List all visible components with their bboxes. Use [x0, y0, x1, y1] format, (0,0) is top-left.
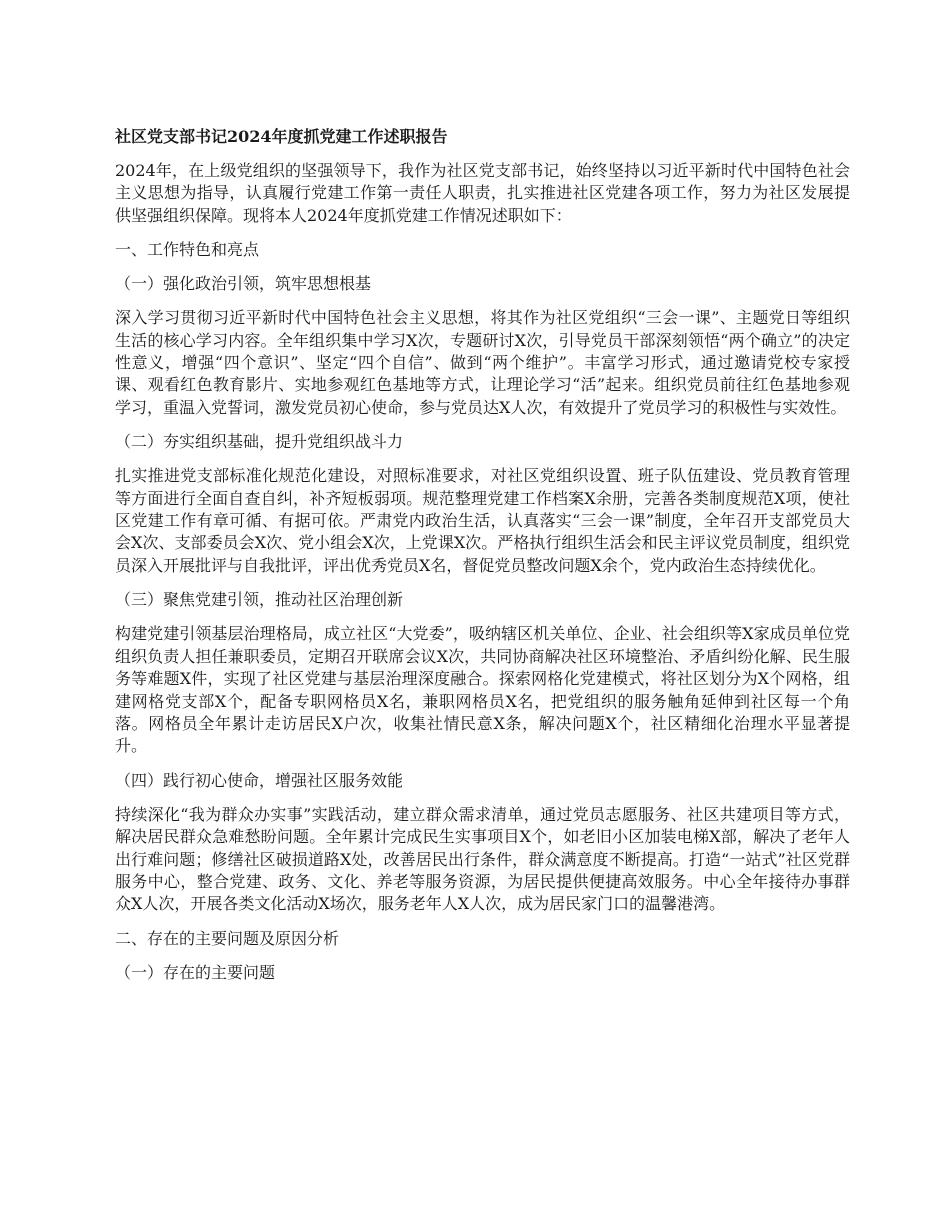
section-1-sub-3-heading: （三）聚焦党建引领，推动社区治理创新 — [115, 590, 404, 610]
section-1-sub-2-heading: （二）夯实组织基础，提升党组织战斗力 — [115, 432, 404, 452]
section-1-sub-1-heading: （一）强化政治引领，筑牢思想根基 — [115, 274, 372, 294]
section-2-heading: 二、存在的主要问题及原因分析 — [115, 928, 340, 948]
section-1-sub-1-body: 深入学习贯彻习近平新时代中国特色社会主义思想，将其作为社区党组织“三会一课”、主题党日等组织生活的核心学习内容。全年组织集中学习X次，专题研讨X次，引导党员干部深刻领悟“两个确立”的决定性意义，增强“四个意识”、坚定“四个自信”、做到“两个维护”。丰富学习形式，通过邀请党校专家授课、观看红色教育影片、实地参观红色基地等方式，让理论学习“活”起来。组织党员前往红色基地参观学习，重温入党誓词，激发党员初心使命，参与党员达X人次，有效提升了党员学习的积极性与实效性。 — [115, 308, 850, 417]
section-1-heading: 一、工作特色和亮点 — [115, 240, 260, 260]
section-1-sub-4-body: 持续深化“我为群众办实事”实践活动，建立群众需求清单，通过党员志愿服务、社区共建项目等方式，解决居民群众急难愁盼问题。全年累计完成民生实事项目X个，如老旧小区加装电梯X部，解决了老年人出行难问题；修缮社区破损道路X处，改善居民出行条件，群众满意度不断提高。打造“一站式”社区党群服务中心，整合党建、政务、文化、养老等服务资源，为居民提供便捷高效服务。中心全年接待办事群众X人次，开展各类文化活动X场次，服务老年人X人次，成为居民家门口的温馨港湾。 — [115, 804, 850, 914]
intro-paragraph: 2024年，在上级党组织的坚强领导下，我作为社区党支部书记，始终坚持以习近平新时代中国特色社会主义思想为指导，认真履行党建工作第一责任人职责，扎实推进社区党建各项工作，努力为社区发展提供坚强组织保障。现将本人2024年度抓党建工作情况述职如下： — [115, 161, 850, 225]
section-1-sub-2-body: 扎实推进党支部标准化规范化建设，对照标准要求，对社区党组织设置、班子队伍建设、党员教育管理等方面进行全面自查自纠，补齐短板弱项。规范整理党建工作档案X余册，完善各类制度规范X项，使社区党建工作有章可循、有据可依。严肃党内政治生活，认真落实“三会一课”制度，全年召开支部党员大会X次、支部委员会X次、党小组会X次，上党课X次。严格执行组织生活会和民主评议党员制度，组织党员深入开展批评与自我批评，评出优秀党员X名，督促党员整改问题X余个，党内政治生态持续优化。 — [115, 466, 850, 575]
section-1-sub-3-body: 构建党建引领基层治理格局，成立社区“大党委”，吸纳辖区机关单位、企业、社会组织等X家成员单位党组织负责人担任兼职委员，定期召开联席会议X次，共同协商解决社区环境整治、矛盾纠纷化解、民生服务等难题X件，实现了社区党建与基层治理深度融合。探索网格化党建模式，将社区划分为X个网格，组建网格党支部X个，配备专职网格员X名，兼职网格员X名，把党组织的服务触角延伸到社区每一个角落。网格员全年累计走访居民X户次，收集社情民意X条，解决问题X个，社区精细化治理水平显著提升。 — [115, 624, 850, 756]
section-2-sub-1-heading: （一）存在的主要问题 — [115, 962, 276, 982]
document-title: 社区党支部书记2024年度抓党建工作述职报告 — [115, 127, 448, 146]
section-1-sub-4-heading: （四）践行初心使命，增强社区服务效能 — [115, 770, 404, 790]
document-page — [115, 126, 850, 996]
